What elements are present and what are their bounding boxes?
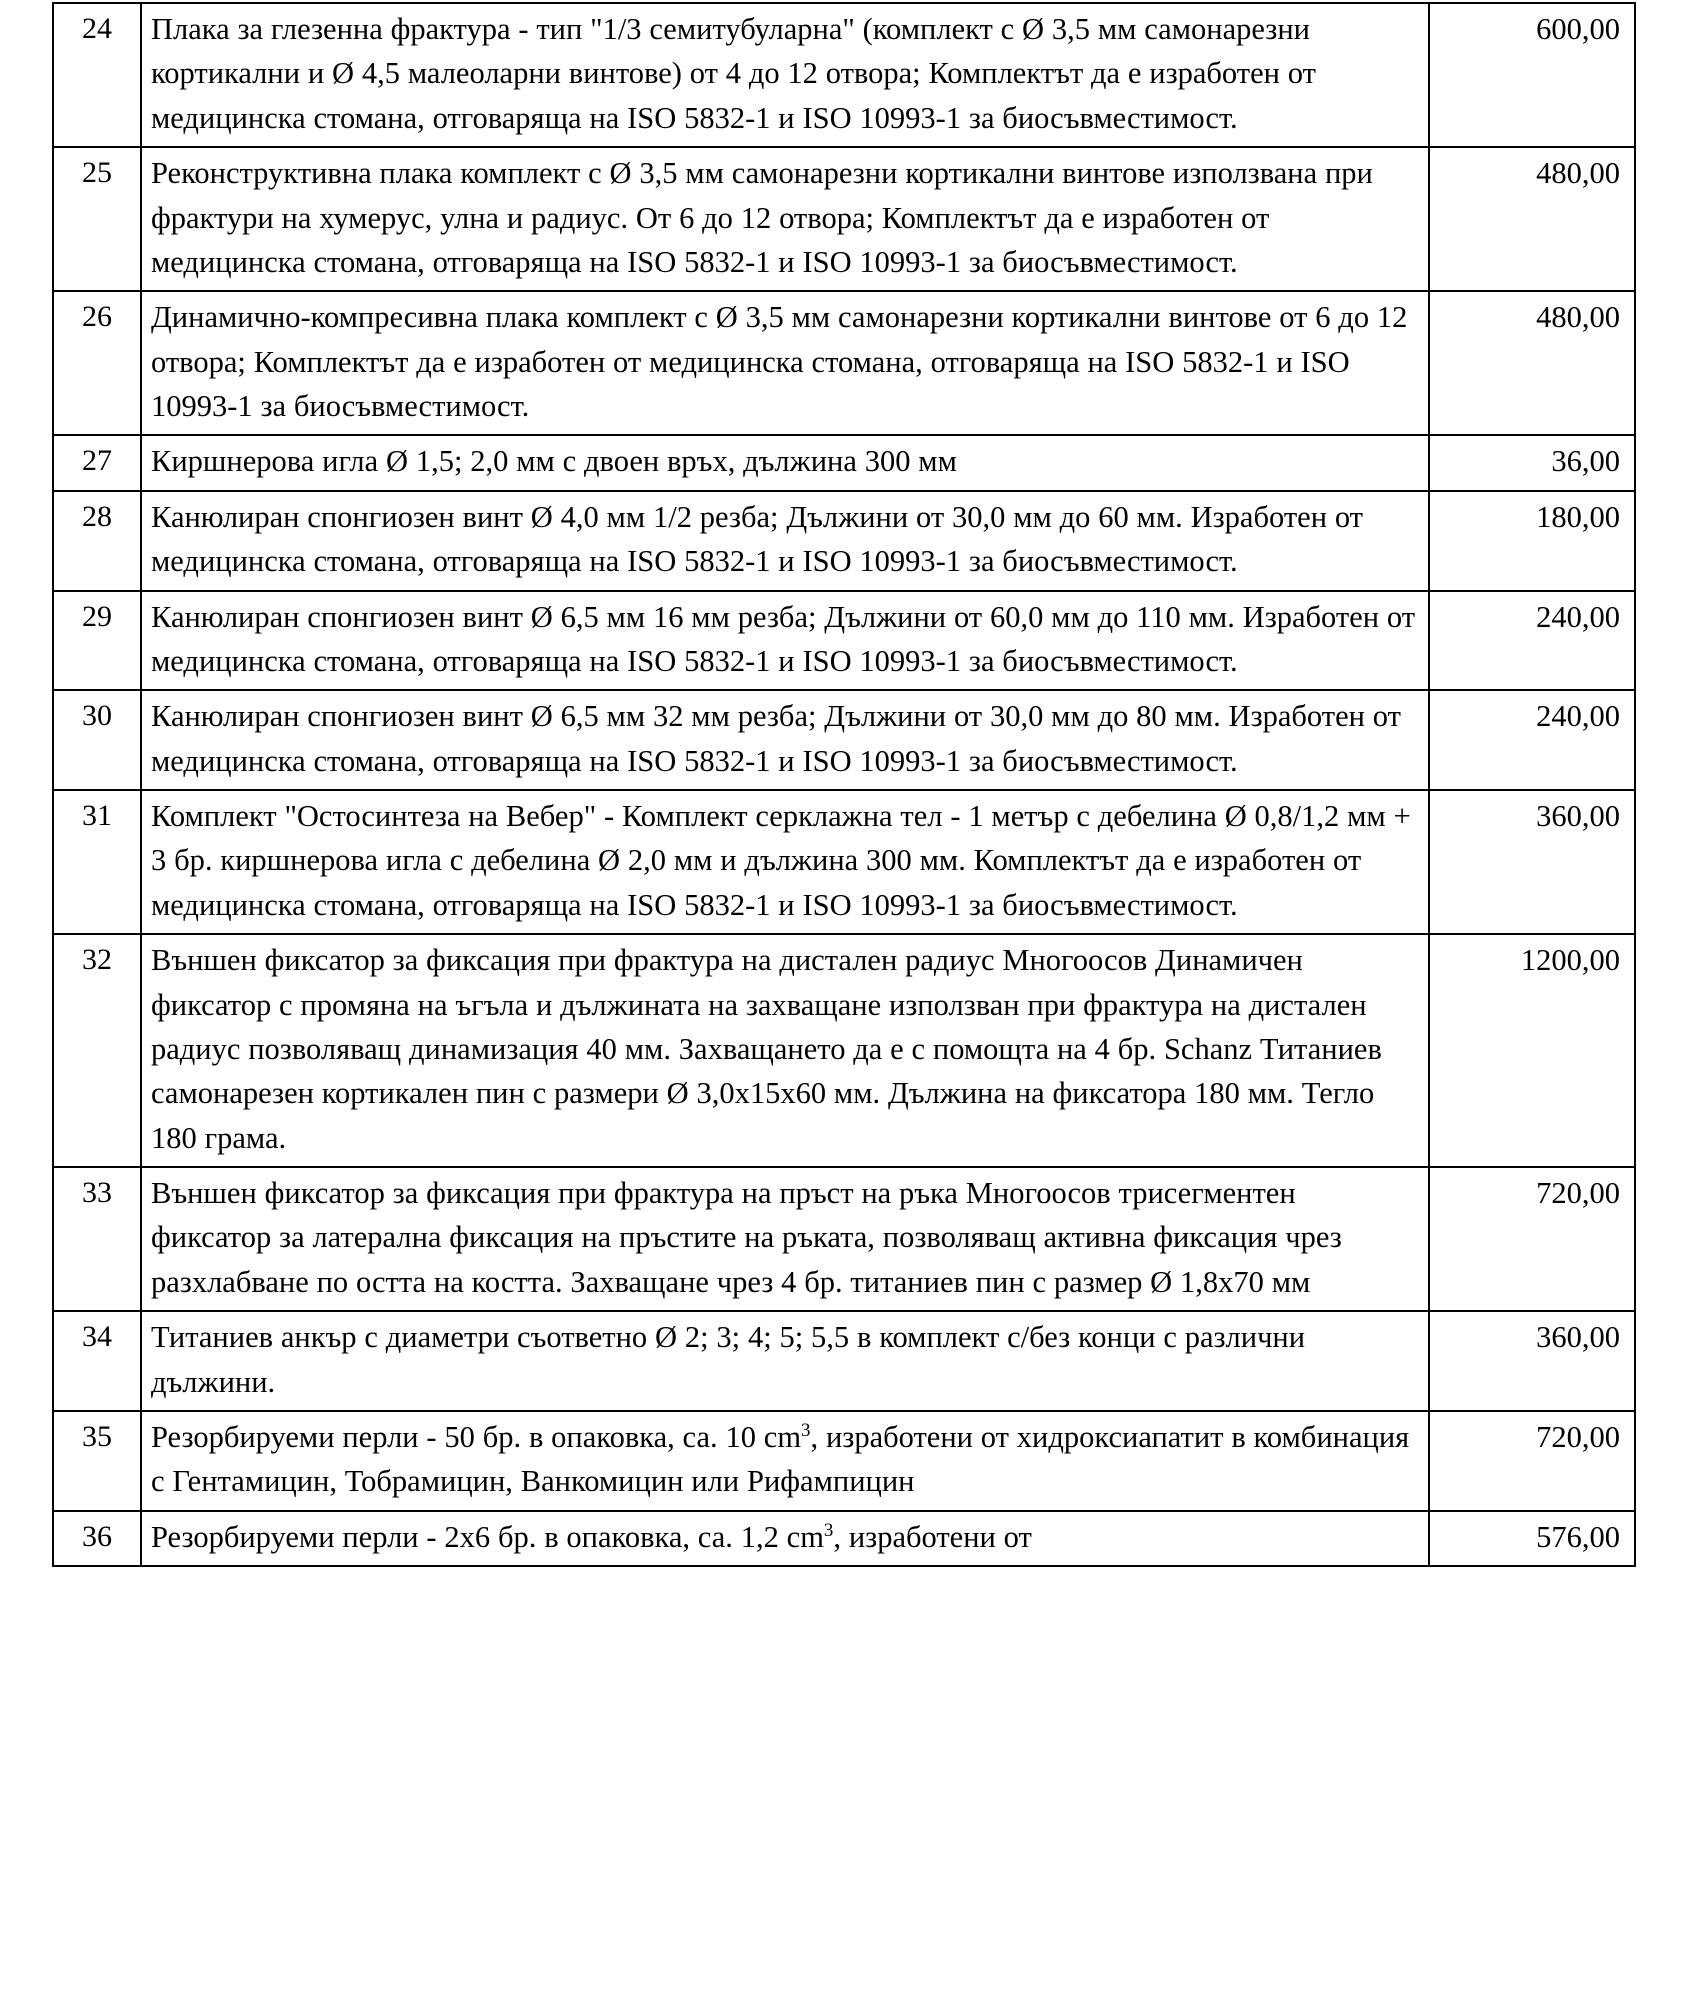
row-number-cell: 32 xyxy=(53,934,141,1167)
table-body xyxy=(53,3,1635,1566)
row-number-cell: 33 xyxy=(53,1167,141,1311)
row-number-cell: 31 xyxy=(53,790,141,934)
row-number-cell: 25 xyxy=(53,147,141,291)
table-row xyxy=(53,3,1635,147)
row-description-cell: Реконструктивна плака комплект с Ø 3,5 мм самонарезни кортикални винтове използвана при фрактури на хумерус, улна и радиус. От 6 до 12 отвора; Комплектът да е изработен от медицинска стомана, отговаряща на ISO 5832-1 и ISO 10993-1 за биосъвместимост. xyxy=(141,147,1429,291)
row-description-cell: Титаниев анкър с диаметри съответно Ø 2; 3; 4; 5; 5,5 в комплект с/без конци с различни дължини. xyxy=(141,1311,1429,1411)
row-description-cell: Външен фиксатор за фиксация при фрактура на дистален радиус Многоосов Динамичен фиксатор с промяна на ъгъла и дължината на захващане използван при фрактура на дистален радиус позволяващ динамизация 40 мм. Захващането да е с помощта на 4 бр. Schanz Титаниев самонарезен кортикален пин с размери Ø 3,0x15x60 мм. Дължина на фиксатора 180 мм. Тегло 180 грама. xyxy=(141,934,1429,1167)
table-row xyxy=(53,591,1635,691)
row-number-cell: 27 xyxy=(53,435,141,490)
row-price-cell: 360,00 xyxy=(1429,1311,1635,1411)
table-row xyxy=(53,934,1635,1167)
row-description-cell: Резорбируеми перли - 2x6 бр. в опаковка, са. 1,2 $cm^3$, изработени от xyxy=(141,1511,1429,1566)
row-price-cell: 576,00 xyxy=(1429,1511,1635,1566)
table-row xyxy=(53,1411,1635,1511)
row-description-cell: Динамично-компресивна плака комплект с Ø 3,5 мм самонарезни кортикални винтове от 6 до 12 отвора; Комплектът да е изработен от медицинска стомана, отговаряща на ISO 5832-1 и ISO 10993-1 за биосъвместимост. xyxy=(141,291,1429,435)
row-price-cell: 240,00 xyxy=(1429,690,1635,790)
row-price-cell: 600,00 xyxy=(1429,3,1635,147)
table-row xyxy=(53,435,1635,490)
row-number-cell: 24 xyxy=(53,3,141,147)
row-number-cell: 26 xyxy=(53,291,141,435)
row-number-cell: 35 xyxy=(53,1411,141,1511)
row-description-cell: Външен фиксатор за фиксация при фрактура на пръст на ръка Многоосов трисегментен фиксатор за латерална фиксация на пръстите на ръката, позволяващ активна фиксация чрез разхлабване по остта на костта. Захващане чрез 4 бр. титаниев пин с размер Ø 1,8x70 мм xyxy=(141,1167,1429,1311)
procurement-price-table xyxy=(52,2,1636,1567)
row-number-cell: 34 xyxy=(53,1311,141,1411)
table-row xyxy=(53,1167,1635,1311)
row-price-cell: 180,00 xyxy=(1429,491,1635,591)
row-price-cell: 240,00 xyxy=(1429,591,1635,691)
row-number-cell: 36 xyxy=(53,1511,141,1566)
row-number-cell: 30 xyxy=(53,690,141,790)
row-price-cell: 360,00 xyxy=(1429,790,1635,934)
row-description-cell: Киршнерова игла Ø 1,5; 2,0 мм с двоен връх, дължина 300 мм xyxy=(141,435,1429,490)
table-row xyxy=(53,1311,1635,1411)
row-price-cell: 1200,00 xyxy=(1429,934,1635,1167)
row-description-cell: Канюлиран спонгиозен винт Ø 6,5 мм 16 мм резба; Дължини от 60,0 мм до 110 мм. Изработен от медицинска стомана, отговаряща на ISO 5832-1 и ISO 10993-1 за биосъвместимост. xyxy=(141,591,1429,691)
table-row xyxy=(53,1511,1635,1566)
row-price-cell: 480,00 xyxy=(1429,291,1635,435)
row-price-cell: 36,00 xyxy=(1429,435,1635,490)
row-description-cell: Плака за глезенна фрактура - тип "1/3 семитубуларна" (комплект с Ø 3,5 мм самонарезни кортикални и Ø 4,5 малеоларни винтове) от 4 до 12 отвора; Комплектът да е изработен от медицинска стомана, отговаряща на ISO 5832-1 и ISO 10993-1 за биосъвместимост. xyxy=(141,3,1429,147)
row-price-cell: 720,00 xyxy=(1429,1411,1635,1511)
row-description-cell: Комплект "Остосинтеза на Вебер" - Комплект серклажна тел - 1 метър с дебелина Ø 0,8/1,2 мм + 3 бр. киршнерова игла с дебелина Ø 2,0 мм и дължина 300 мм. Комплектът да е изработен от медицинска стомана, отговаряща на ISO 5832-1 и ISO 10993-1 за биосъвместимост. xyxy=(141,790,1429,934)
table-row xyxy=(53,690,1635,790)
table-row xyxy=(53,790,1635,934)
table-row xyxy=(53,291,1635,435)
row-description-cell: Канюлиран спонгиозен винт Ø 4,0 мм 1/2 резба; Дължини от 30,0 мм до 60 мм. Изработен от медицинска стомана, отговаряща на ISO 5832-1 и ISO 10993-1 за биосъвместимост. xyxy=(141,491,1429,591)
table-row xyxy=(53,491,1635,591)
row-number-cell: 28 xyxy=(53,491,141,591)
row-description-cell: Канюлиран спонгиозен винт Ø 6,5 мм 32 мм резба; Дължини от 30,0 мм до 80 мм. Изработен от медицинска стомана, отговаряща на ISO 5832-1 и ISO 10993-1 за биосъвместимост. xyxy=(141,690,1429,790)
row-description-cell: Резорбируеми перли - 50 бр. в опаковка, са. 10 $cm^3$, изработени от хидроксиапатит в комбинация с Гентамицин, Тобрамицин, Ванкомицин или Рифампицин xyxy=(141,1411,1429,1511)
table-row xyxy=(53,147,1635,291)
row-number-cell: 29 xyxy=(53,591,141,691)
row-price-cell: 720,00 xyxy=(1429,1167,1635,1311)
row-price-cell: 480,00 xyxy=(1429,147,1635,291)
